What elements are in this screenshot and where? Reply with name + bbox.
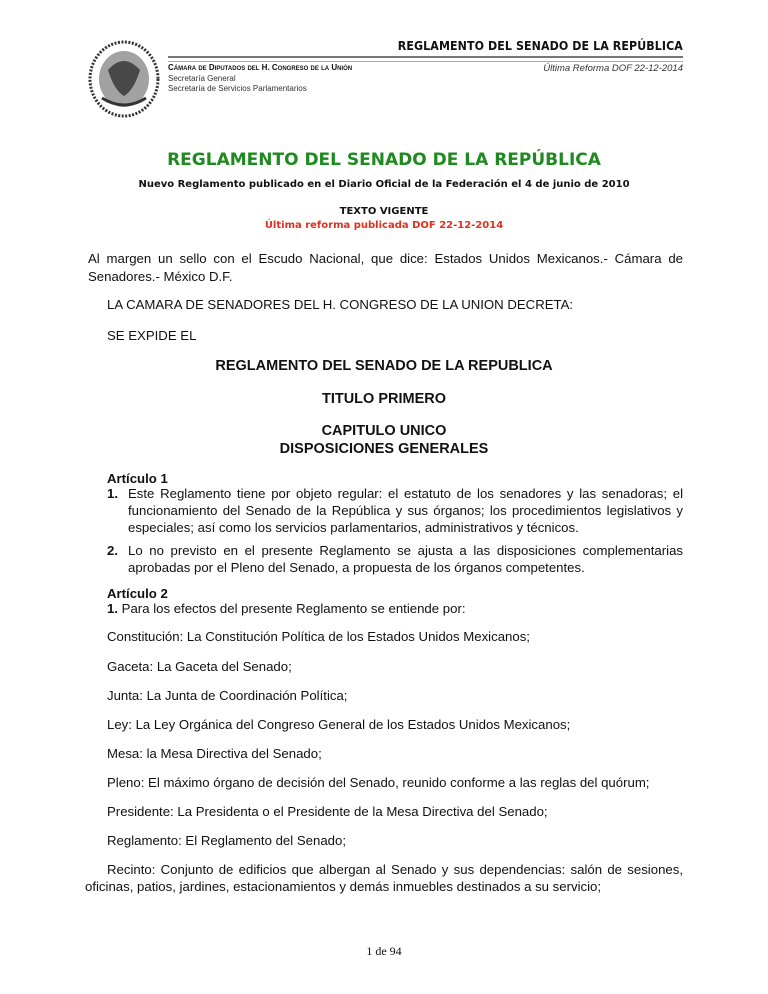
margin-note: Al margen un sello con el Escudo Nacional, que dice: Estados Unidos Mexicanos.- Cámara de Senadores.- México D.F. [88, 251, 683, 284]
chapter-heading: CAPITULO UNICO [321, 423, 447, 439]
last-reform-text: Última reforma publicada DOF 22-12-2014 [264, 220, 504, 231]
decree-text: LA CAMARA DE SENADORES DEL H. CONGRESO DE LA UNION DECRETA: [107, 297, 574, 312]
status-text: TEXTO VIGENTE [339, 206, 429, 217]
definition-reglamento: Reglamento: El Reglamento del Senado; [107, 833, 346, 848]
article-1-item-2 [107, 542, 683, 576]
definition-mesa: Mesa: la Mesa Directiva del Senado; [107, 746, 322, 761]
regulation-heading: REGLAMENTO DEL SENADO DE LA REPUBLICA [215, 358, 553, 374]
chapter-name: DISPOSICIONES GENERALES [279, 441, 489, 457]
header-last-reform: Última Reforma DOF 22-12-2014 [543, 63, 683, 74]
page-number: 1 de 94 [366, 944, 402, 958]
item-text: Este Reglamento tiene por objeto regular: el estatuto de los senadores y las senadoras; el funcionamiento del Senado de la República y sus órganos; los procedimientos legislativos y especiales; así como los servicios parlamentarios, administrativos y técnicos. [128, 486, 683, 535]
article-1-heading: Artículo 1 [107, 471, 168, 486]
header-organization: Cámara de Diputados del H. Congreso de la Unión [168, 63, 353, 72]
article-2-heading: Artículo 2 [107, 586, 168, 601]
article-2-intro [107, 600, 466, 617]
header-secretaria-servicios: Secretaría de Servicios Parlamentarios [168, 84, 307, 93]
header-secretaria-general: Secretaría General [168, 74, 236, 83]
publication-note: Nuevo Reglamento publicado en el Diario Oficial de la Federación el 4 de junio de 2010 [138, 179, 630, 190]
definition-recinto: Recinto: Conjunto de edificios que albergan al Senado y sus dependencias: salón de sesiones, oficinas, patios, jardines, estacionamientos y demás inmuebles destinados a su servicio; [85, 862, 683, 894]
document-title: REGLAMENTO DEL SENADO DE LA REPÚBLICA [167, 150, 601, 170]
definition-presidente: Presidente: La Presidenta o el Presidente de la Mesa Directiva del Senado; [107, 804, 548, 819]
issues-text: SE EXPIDE EL [107, 328, 197, 343]
item-text: Lo no previsto en el presente Reglamento se ajusta a las disposiciones complementarias aprobadas por el Pleno del Senado, a propuesta de los órganos competentes. [128, 543, 683, 575]
item-number: 1. [107, 486, 118, 501]
national-seal-logo [88, 40, 160, 118]
article-1-item-1 [107, 485, 683, 536]
definition-ley: Ley: La Ley Orgánica del Congreso General de los Estados Unidos Mexicanos; [107, 717, 571, 732]
definition-pleno: Pleno: El máximo órgano de decisión del Senado, reunido conforme a las reglas del quórum; [107, 775, 650, 790]
definition-constitucion: Constitución: La Constitución Política de los Estados Unidos Mexicanos; [107, 629, 530, 644]
item-text: Para los efectos del presente Reglamento se entiende por: [121, 601, 466, 616]
definition-junta: Junta: La Junta de Coordinación Política; [107, 688, 348, 703]
title-heading: TITULO PRIMERO [321, 391, 447, 407]
header-title: REGLAMENTO DEL SENADO DE LA REPÚBLICA [397, 39, 683, 53]
item-number: 2. [107, 543, 118, 558]
item-number: 1. [107, 601, 118, 616]
header-divider [168, 56, 683, 62]
definition-gaceta: Gaceta: La Gaceta del Senado; [107, 659, 292, 674]
